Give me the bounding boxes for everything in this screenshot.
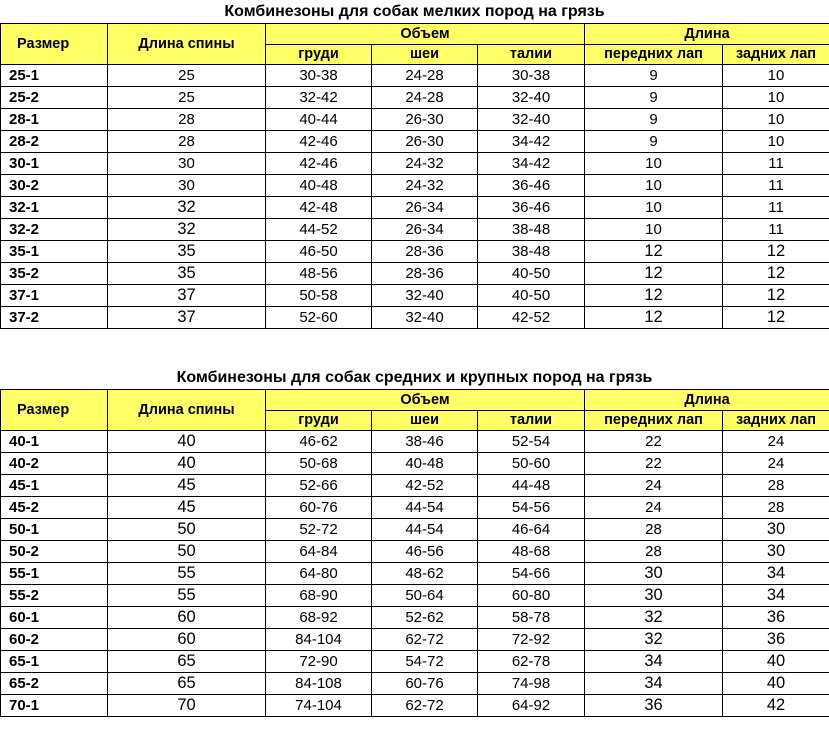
cell-rear-paws: 10 xyxy=(723,65,829,87)
cell-chest: 72-90 xyxy=(266,651,372,673)
cell-neck: 28-36 xyxy=(372,263,478,285)
header-front-paws: передних лап xyxy=(585,411,723,431)
header-rear-paws: задних лап xyxy=(723,45,829,65)
cell-chest: 68-92 xyxy=(266,607,372,629)
cell-chest: 30-38 xyxy=(266,65,372,87)
header-back-length: Длина спины xyxy=(108,24,266,65)
cell-size: 55-1 xyxy=(1,563,108,585)
cell-back-length: 55 xyxy=(108,563,266,585)
cell-size: 35-2 xyxy=(1,263,108,285)
table-body xyxy=(1,431,829,717)
table-body xyxy=(1,65,829,329)
table-row xyxy=(1,607,829,629)
cell-chest: 46-62 xyxy=(266,431,372,453)
cell-size: 28-1 xyxy=(1,109,108,131)
table-row xyxy=(1,175,829,197)
cell-size: 25-2 xyxy=(1,87,108,109)
cell-front-paws: 22 xyxy=(585,453,723,475)
header-chest: груди xyxy=(266,45,372,65)
table-row xyxy=(1,131,829,153)
table-row xyxy=(1,65,829,87)
cell-rear-paws: 11 xyxy=(723,153,829,175)
cell-waist: 38-48 xyxy=(478,219,585,241)
cell-back-length: 55 xyxy=(108,585,266,607)
cell-waist: 38-48 xyxy=(478,241,585,263)
cell-rear-paws: 42 xyxy=(723,695,829,717)
cell-chest: 64-84 xyxy=(266,541,372,563)
cell-rear-paws: 34 xyxy=(723,585,829,607)
cell-chest: 64-80 xyxy=(266,563,372,585)
cell-waist: 34-42 xyxy=(478,153,585,175)
cell-rear-paws: 36 xyxy=(723,607,829,629)
cell-chest: 68-90 xyxy=(266,585,372,607)
cell-neck: 32-40 xyxy=(372,307,478,329)
table-row xyxy=(1,307,829,329)
cell-back-length: 25 xyxy=(108,65,266,87)
cell-waist: 62-78 xyxy=(478,651,585,673)
cell-waist: 60-80 xyxy=(478,585,585,607)
table-row xyxy=(1,197,829,219)
cell-neck: 42-52 xyxy=(372,475,478,497)
cell-waist: 32-40 xyxy=(478,109,585,131)
table-row xyxy=(1,541,829,563)
cell-back-length: 50 xyxy=(108,541,266,563)
cell-size: 40-1 xyxy=(1,431,108,453)
cell-rear-paws: 10 xyxy=(723,131,829,153)
table-row xyxy=(1,87,829,109)
cell-front-paws: 10 xyxy=(585,197,723,219)
cell-rear-paws: 30 xyxy=(723,519,829,541)
cell-waist: 44-48 xyxy=(478,475,585,497)
cell-size: 50-1 xyxy=(1,519,108,541)
cell-waist: 30-38 xyxy=(478,65,585,87)
cell-chest: 52-60 xyxy=(266,307,372,329)
large-breeds-block xyxy=(0,366,829,717)
cell-size: 45-1 xyxy=(1,475,108,497)
cell-chest: 48-56 xyxy=(266,263,372,285)
cell-chest: 50-68 xyxy=(266,453,372,475)
cell-front-paws: 30 xyxy=(585,563,723,585)
cell-waist: 46-64 xyxy=(478,519,585,541)
header-size: Размер xyxy=(1,390,108,431)
cell-chest: 84-108 xyxy=(266,673,372,695)
cell-rear-paws: 12 xyxy=(723,241,829,263)
cell-chest: 46-50 xyxy=(266,241,372,263)
cell-neck: 50-64 xyxy=(372,585,478,607)
cell-back-length: 40 xyxy=(108,453,266,475)
cell-size: 37-1 xyxy=(1,285,108,307)
cell-size: 70-1 xyxy=(1,695,108,717)
header-length: Длина xyxy=(585,390,829,411)
cell-back-length: 70 xyxy=(108,695,266,717)
size-table-large xyxy=(0,389,829,717)
cell-neck: 54-72 xyxy=(372,651,478,673)
cell-chest: 40-44 xyxy=(266,109,372,131)
cell-rear-paws: 28 xyxy=(723,475,829,497)
cell-front-paws: 32 xyxy=(585,607,723,629)
cell-neck: 24-32 xyxy=(372,175,478,197)
cell-rear-paws: 30 xyxy=(723,541,829,563)
cell-front-paws: 9 xyxy=(585,131,723,153)
cell-waist: 42-52 xyxy=(478,307,585,329)
cell-neck: 38-46 xyxy=(372,431,478,453)
cell-waist: 40-50 xyxy=(478,263,585,285)
cell-size: 37-2 xyxy=(1,307,108,329)
cell-front-paws: 9 xyxy=(585,87,723,109)
cell-neck: 26-34 xyxy=(372,219,478,241)
header-rear-paws: задних лап xyxy=(723,411,829,431)
table-row xyxy=(1,695,829,717)
cell-waist: 34-42 xyxy=(478,131,585,153)
cell-back-length: 28 xyxy=(108,131,266,153)
table-row xyxy=(1,109,829,131)
cell-neck: 48-62 xyxy=(372,563,478,585)
cell-size: 50-2 xyxy=(1,541,108,563)
cell-neck: 44-54 xyxy=(372,497,478,519)
cell-neck: 60-76 xyxy=(372,673,478,695)
cell-neck: 46-56 xyxy=(372,541,478,563)
cell-chest: 50-58 xyxy=(266,285,372,307)
cell-front-paws: 32 xyxy=(585,629,723,651)
cell-rear-paws: 34 xyxy=(723,563,829,585)
cell-back-length: 32 xyxy=(108,219,266,241)
cell-waist: 54-66 xyxy=(478,563,585,585)
cell-size: 30-2 xyxy=(1,175,108,197)
small-breeds-block xyxy=(0,0,829,329)
cell-back-length: 30 xyxy=(108,153,266,175)
cell-back-length: 40 xyxy=(108,431,266,453)
table-title: Комбинезоны для собак мелких пород на грязь xyxy=(224,3,605,20)
cell-chest: 44-52 xyxy=(266,219,372,241)
cell-back-length: 50 xyxy=(108,519,266,541)
cell-front-paws: 12 xyxy=(585,241,723,263)
cell-size: 32-1 xyxy=(1,197,108,219)
cell-chest: 52-66 xyxy=(266,475,372,497)
table-row xyxy=(1,563,829,585)
table-row xyxy=(1,431,829,453)
cell-rear-paws: 11 xyxy=(723,197,829,219)
cell-neck: 26-30 xyxy=(372,131,478,153)
cell-back-length: 35 xyxy=(108,241,266,263)
cell-neck: 26-34 xyxy=(372,197,478,219)
cell-neck: 26-30 xyxy=(372,109,478,131)
cell-back-length: 30 xyxy=(108,175,266,197)
cell-front-paws: 12 xyxy=(585,307,723,329)
cell-neck: 28-36 xyxy=(372,241,478,263)
cell-chest: 84-104 xyxy=(266,629,372,651)
table-row xyxy=(1,453,829,475)
cell-chest: 52-72 xyxy=(266,519,372,541)
table-row xyxy=(1,285,829,307)
cell-back-length: 60 xyxy=(108,607,266,629)
cell-chest: 42-46 xyxy=(266,131,372,153)
cell-front-paws: 9 xyxy=(585,109,723,131)
cell-size: 30-1 xyxy=(1,153,108,175)
cell-back-length: 28 xyxy=(108,109,266,131)
table-row xyxy=(1,673,829,695)
cell-rear-paws: 12 xyxy=(723,263,829,285)
cell-rear-paws: 10 xyxy=(723,87,829,109)
cell-chest: 40-48 xyxy=(266,175,372,197)
cell-chest: 74-104 xyxy=(266,695,372,717)
cell-neck: 40-48 xyxy=(372,453,478,475)
cell-front-paws: 22 xyxy=(585,431,723,453)
cell-waist: 36-46 xyxy=(478,175,585,197)
cell-neck: 24-28 xyxy=(372,65,478,87)
cell-size: 65-2 xyxy=(1,673,108,695)
cell-back-length: 60 xyxy=(108,629,266,651)
cell-size: 40-2 xyxy=(1,453,108,475)
cell-size: 25-1 xyxy=(1,65,108,87)
cell-neck: 62-72 xyxy=(372,629,478,651)
table-row xyxy=(1,651,829,673)
cell-rear-paws: 11 xyxy=(723,175,829,197)
cell-waist: 54-56 xyxy=(478,497,585,519)
cell-size: 28-2 xyxy=(1,131,108,153)
cell-neck: 62-72 xyxy=(372,695,478,717)
table-row xyxy=(1,241,829,263)
cell-chest: 42-48 xyxy=(266,197,372,219)
header-chest: груди xyxy=(266,411,372,431)
cell-waist: 52-54 xyxy=(478,431,585,453)
header-size: Размер xyxy=(1,24,108,65)
cell-waist: 74-98 xyxy=(478,673,585,695)
cell-chest: 32-42 xyxy=(266,87,372,109)
table-row xyxy=(1,263,829,285)
header-neck: шеи xyxy=(372,45,478,65)
cell-rear-paws: 28 xyxy=(723,497,829,519)
cell-rear-paws: 10 xyxy=(723,109,829,131)
cell-front-paws: 30 xyxy=(585,585,723,607)
cell-front-paws: 12 xyxy=(585,285,723,307)
cell-size: 65-1 xyxy=(1,651,108,673)
cell-front-paws: 10 xyxy=(585,175,723,197)
cell-neck: 24-28 xyxy=(372,87,478,109)
cell-front-paws: 34 xyxy=(585,673,723,695)
cell-size: 60-1 xyxy=(1,607,108,629)
cell-size: 32-2 xyxy=(1,219,108,241)
header-volume: Объем xyxy=(266,24,585,45)
header-neck: шеи xyxy=(372,411,478,431)
cell-back-length: 65 xyxy=(108,673,266,695)
cell-back-length: 45 xyxy=(108,475,266,497)
table-row xyxy=(1,519,829,541)
table-row xyxy=(1,153,829,175)
cell-neck: 44-54 xyxy=(372,519,478,541)
cell-neck: 52-62 xyxy=(372,607,478,629)
cell-back-length: 35 xyxy=(108,263,266,285)
cell-front-paws: 24 xyxy=(585,497,723,519)
header-length: Длина xyxy=(585,24,829,45)
header-waist: талии xyxy=(478,411,585,431)
cell-front-paws: 10 xyxy=(585,153,723,175)
cell-waist: 64-92 xyxy=(478,695,585,717)
cell-chest: 60-76 xyxy=(266,497,372,519)
cell-front-paws: 12 xyxy=(585,263,723,285)
table-row xyxy=(1,475,829,497)
cell-waist: 36-46 xyxy=(478,197,585,219)
cell-front-paws: 28 xyxy=(585,519,723,541)
cell-back-length: 32 xyxy=(108,197,266,219)
table-row xyxy=(1,585,829,607)
header-waist: талии xyxy=(478,45,585,65)
cell-size: 60-2 xyxy=(1,629,108,651)
cell-rear-paws: 12 xyxy=(723,307,829,329)
cell-waist: 48-68 xyxy=(478,541,585,563)
header-front-paws: передних лап xyxy=(585,45,723,65)
cell-rear-paws: 40 xyxy=(723,651,829,673)
cell-rear-paws: 12 xyxy=(723,285,829,307)
cell-neck: 32-40 xyxy=(372,285,478,307)
cell-front-paws: 9 xyxy=(585,65,723,87)
cell-waist: 50-60 xyxy=(478,453,585,475)
cell-rear-paws: 36 xyxy=(723,629,829,651)
cell-front-paws: 34 xyxy=(585,651,723,673)
cell-front-paws: 28 xyxy=(585,541,723,563)
header-back-length: Длина спины xyxy=(108,390,266,431)
cell-back-length: 37 xyxy=(108,307,266,329)
cell-front-paws: 36 xyxy=(585,695,723,717)
cell-waist: 72-92 xyxy=(478,629,585,651)
cell-size: 45-2 xyxy=(1,497,108,519)
table-row xyxy=(1,497,829,519)
table-title: Комбинезоны для собак средних и крупных пород на грязь xyxy=(176,369,653,386)
cell-neck: 24-32 xyxy=(372,153,478,175)
cell-rear-paws: 11 xyxy=(723,219,829,241)
header-volume: Объем xyxy=(266,390,585,411)
cell-waist: 32-40 xyxy=(478,87,585,109)
size-table-small xyxy=(0,23,829,329)
cell-rear-paws: 24 xyxy=(723,453,829,475)
cell-size: 55-2 xyxy=(1,585,108,607)
cell-back-length: 25 xyxy=(108,87,266,109)
cell-size: 35-1 xyxy=(1,241,108,263)
cell-front-paws: 24 xyxy=(585,475,723,497)
cell-rear-paws: 40 xyxy=(723,673,829,695)
table-row xyxy=(1,219,829,241)
cell-chest: 42-46 xyxy=(266,153,372,175)
cell-back-length: 65 xyxy=(108,651,266,673)
cell-front-paws: 10 xyxy=(585,219,723,241)
table-row xyxy=(1,629,829,651)
cell-rear-paws: 24 xyxy=(723,431,829,453)
cell-back-length: 45 xyxy=(108,497,266,519)
cell-waist: 58-78 xyxy=(478,607,585,629)
cell-back-length: 37 xyxy=(108,285,266,307)
cell-waist: 40-50 xyxy=(478,285,585,307)
